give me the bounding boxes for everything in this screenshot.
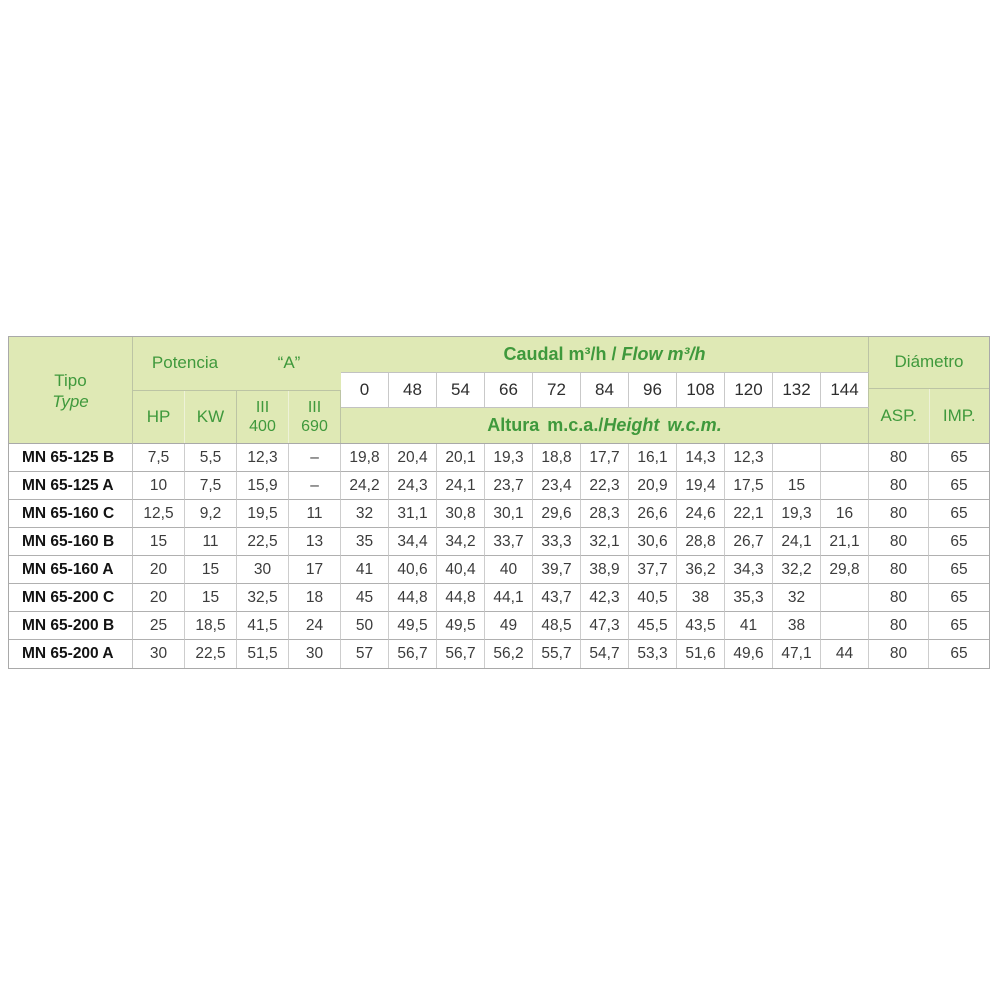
cell-altura-132: 32 [773,584,821,612]
cell-a-400: 51,5 [237,640,289,668]
cell-altura-0: 19,8 [341,444,389,472]
header-altura-en: Height w.c.m. [603,414,722,435]
cell-altura-96: 53,3 [629,640,677,668]
table-row [9,444,989,472]
cell-altura-0: 32 [341,500,389,528]
flow-value-48: 48 [389,373,437,407]
cell-hp: 15 [133,528,185,556]
flow-value-132: 132 [773,373,821,407]
cell-imp: 65 [929,640,989,668]
header-a-690-phase: III [307,398,322,416]
table-row [9,584,989,612]
header-kw: KW [185,391,237,444]
cell-a-690: 11 [289,500,341,528]
cell-a-400: 12,3 [237,444,289,472]
cell-altura-84: 32,1 [581,528,629,556]
cell-altura-84: 54,7 [581,640,629,668]
cell-altura-54: 44,8 [437,584,485,612]
cell-altura-54: 30,8 [437,500,485,528]
cell-altura-108: 36,2 [677,556,725,584]
table-row [9,612,989,640]
cell-altura-120: 41 [725,612,773,640]
cell-altura-120: 26,7 [725,528,773,556]
cell-altura-132: 47,1 [773,640,821,668]
row-label: MN 65-160 C [9,500,133,528]
flow-value-72: 72 [533,373,581,407]
cell-altura-108: 19,4 [677,472,725,500]
cell-altura-84: 42,3 [581,584,629,612]
cell-altura-132: 19,3 [773,500,821,528]
header-type-label: Type [52,391,89,411]
flow-value-66: 66 [485,373,533,407]
row-label: MN 65-200 C [9,584,133,612]
cell-altura-108: 38 [677,584,725,612]
cell-hp: 25 [133,612,185,640]
cell-altura-0: 57 [341,640,389,668]
cell-kw: 15 [185,584,237,612]
cell-hp: 7,5 [133,444,185,472]
header-altura [341,408,869,444]
cell-a-690: 24 [289,612,341,640]
cell-altura-96: 40,5 [629,584,677,612]
header-tipo-label: Tipo [54,370,87,390]
header-imp: IMP. [942,405,976,425]
cell-altura-96: 37,7 [629,556,677,584]
cell-hp: 20 [133,556,185,584]
cell-altura-72: 39,7 [533,556,581,584]
cell-imp: 65 [929,584,989,612]
cell-altura-132: 24,1 [773,528,821,556]
cell-asp: 80 [869,584,929,612]
header-tipo [9,337,133,444]
cell-altura-96: 16,1 [629,444,677,472]
cell-asp: 80 [869,472,929,500]
cell-altura-144: 29,8 [821,556,869,584]
cell-altura-120: 34,3 [725,556,773,584]
flow-value-120: 120 [725,373,773,407]
cell-a-400: 22,5 [237,528,289,556]
cell-altura-72: 23,4 [533,472,581,500]
cell-altura-132: 32,2 [773,556,821,584]
cell-altura-0: 41 [341,556,389,584]
cell-altura-66: 19,3 [485,444,533,472]
cell-kw: 18,5 [185,612,237,640]
header-a: “A” [237,337,341,391]
cell-kw: 11 [185,528,237,556]
cell-altura-108: 28,8 [677,528,725,556]
flow-value-54: 54 [437,373,485,407]
cell-imp: 65 [929,500,989,528]
header-a-400-volts: 400 [249,417,276,435]
cell-altura-144 [821,612,869,640]
cell-imp: 65 [929,556,989,584]
cell-altura-108: 51,6 [677,640,725,668]
header-hp: HP [133,391,185,444]
cell-altura-66: 49 [485,612,533,640]
cell-a-400: 30 [237,556,289,584]
cell-a-690: 18 [289,584,341,612]
cell-altura-144: 21,1 [821,528,869,556]
cell-kw: 7,5 [185,472,237,500]
cell-altura-48: 49,5 [389,612,437,640]
cell-altura-48: 40,6 [389,556,437,584]
header-group-a [237,337,341,443]
cell-altura-96: 20,9 [629,472,677,500]
cell-a-690: 13 [289,528,341,556]
row-label: MN 65-160 B [9,528,133,556]
cell-altura-48: 20,4 [389,444,437,472]
cell-altura-144 [821,444,869,472]
cell-a-400: 32,5 [237,584,289,612]
cell-altura-84: 22,3 [581,472,629,500]
cell-altura-54: 24,1 [437,472,485,500]
cell-altura-120: 22,1 [725,500,773,528]
cell-a-690: – [289,472,341,500]
cell-altura-48: 44,8 [389,584,437,612]
row-label: MN 65-160 A [9,556,133,584]
cell-asp: 80 [869,528,929,556]
cell-altura-120: 49,6 [725,640,773,668]
cell-altura-0: 50 [341,612,389,640]
header-group-diametro [869,337,989,443]
cell-imp: 65 [929,528,989,556]
cell-altura-66: 56,2 [485,640,533,668]
cell-a-400: 19,5 [237,500,289,528]
cell-altura-84: 47,3 [581,612,629,640]
cell-asp: 80 [869,500,929,528]
cell-altura-132: 38 [773,612,821,640]
cell-altura-96: 26,6 [629,500,677,528]
cell-hp: 12,5 [133,500,185,528]
cell-hp: 20 [133,584,185,612]
cell-a-690: 30 [289,640,341,668]
cell-altura-72: 29,6 [533,500,581,528]
cell-altura-48: 24,3 [389,472,437,500]
cell-altura-54: 49,5 [437,612,485,640]
cell-altura-72: 18,8 [533,444,581,472]
cell-altura-66: 33,7 [485,528,533,556]
cell-asp: 80 [869,612,929,640]
cell-altura-96: 45,5 [629,612,677,640]
header-caudal-separator: / [611,343,617,364]
header-caudal-es: Caudal m³/h [503,343,607,364]
header-asp: ASP. [869,389,930,443]
cell-hp: 10 [133,472,185,500]
cell-altura-66: 44,1 [485,584,533,612]
cell-a-400: 15,9 [237,472,289,500]
cell-altura-132 [773,444,821,472]
cell-altura-72: 55,7 [533,640,581,668]
header-caudal [341,337,869,372]
cell-kw: 15 [185,556,237,584]
flow-value-108: 108 [677,373,725,407]
header-a-690 [289,391,341,444]
row-label: MN 65-125 A [9,472,133,500]
cell-altura-108: 43,5 [677,612,725,640]
flow-value-84: 84 [581,373,629,407]
header-a-400-phase: III [255,398,270,416]
header-potencia: Potencia [133,337,237,391]
cell-altura-54: 56,7 [437,640,485,668]
header-group-caudal [341,337,869,443]
pump-spec-table [8,336,990,669]
flow-value-144: 144 [821,373,869,407]
cell-asp: 80 [869,640,929,668]
cell-altura-0: 35 [341,528,389,556]
cell-altura-54: 40,4 [437,556,485,584]
cell-altura-48: 31,1 [389,500,437,528]
header-a-690-volts: 690 [301,417,328,435]
cell-kw: 9,2 [185,500,237,528]
table-row [9,640,989,668]
table-row [9,472,989,500]
table-row [9,556,989,584]
cell-a-690: 17 [289,556,341,584]
cell-altura-120: 12,3 [725,444,773,472]
cell-altura-84: 17,7 [581,444,629,472]
cell-asp: 80 [869,444,929,472]
cell-altura-144: 44 [821,640,869,668]
cell-altura-54: 20,1 [437,444,485,472]
cell-altura-120: 35,3 [725,584,773,612]
row-label: MN 65-200 B [9,612,133,640]
header-a-400 [237,391,289,444]
cell-hp: 30 [133,640,185,668]
header-flow-values-row [341,372,869,408]
cell-asp: 80 [869,556,929,584]
cell-altura-84: 38,9 [581,556,629,584]
header-altura-separator: / [598,414,604,435]
cell-altura-66: 23,7 [485,472,533,500]
cell-altura-0: 24,2 [341,472,389,500]
cell-altura-0: 45 [341,584,389,612]
cell-kw: 5,5 [185,444,237,472]
table-body [9,444,989,668]
cell-altura-144: 16 [821,500,869,528]
header-diametro: Diámetro [869,337,989,389]
row-label: MN 65-200 A [9,640,133,668]
cell-altura-72: 43,7 [533,584,581,612]
cell-altura-84: 28,3 [581,500,629,528]
cell-altura-48: 34,4 [389,528,437,556]
cell-altura-66: 40 [485,556,533,584]
cell-altura-72: 33,3 [533,528,581,556]
cell-imp: 65 [929,444,989,472]
cell-altura-120: 17,5 [725,472,773,500]
table-row [9,500,989,528]
cell-altura-144 [821,472,869,500]
cell-altura-96: 30,6 [629,528,677,556]
cell-altura-48: 56,7 [389,640,437,668]
cell-altura-108: 24,6 [677,500,725,528]
cell-altura-108: 14,3 [677,444,725,472]
row-label: MN 65-125 B [9,444,133,472]
header-altura-es: Altura m.c.a. [487,414,599,435]
cell-altura-54: 34,2 [437,528,485,556]
table-row [9,528,989,556]
flow-value-0: 0 [341,373,389,407]
flow-value-96: 96 [629,373,677,407]
cell-imp: 65 [929,612,989,640]
cell-a-400: 41,5 [237,612,289,640]
cell-a-690: – [289,444,341,472]
cell-kw: 22,5 [185,640,237,668]
cell-altura-132: 15 [773,472,821,500]
cell-altura-66: 30,1 [485,500,533,528]
cell-altura-72: 48,5 [533,612,581,640]
cell-altura-144 [821,584,869,612]
table-header [9,337,989,444]
header-group-potencia [133,337,237,443]
header-caudal-en: Flow m³/h [621,343,706,364]
cell-imp: 65 [929,472,989,500]
